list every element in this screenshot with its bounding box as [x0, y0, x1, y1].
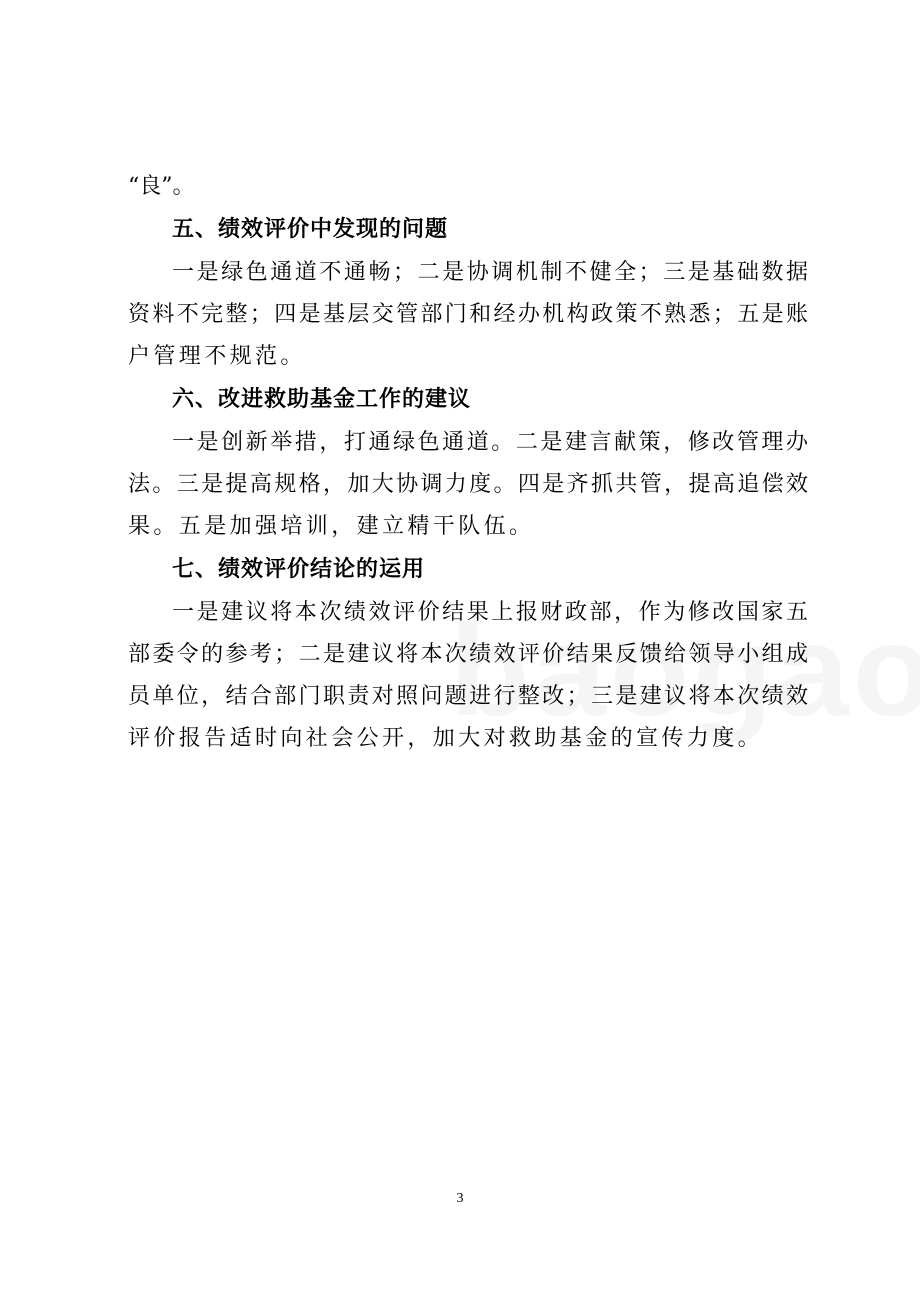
- page-number: 3: [456, 1191, 464, 1206]
- section-heading-6: 六、改进救助基金工作的建议: [172, 387, 472, 412]
- paragraph-line: 员单位，结合部门职责对照问题进行整改；三是建议将本次绩效: [128, 684, 808, 709]
- paragraph-line: 法。三是提高规格，加大协调力度。四是齐抓共管，提高追偿效: [128, 472, 808, 497]
- paragraph-line: 一是绿色通道不通畅；二是协调机制不健全；三是基础数据: [172, 260, 808, 285]
- paragraph-line: 评价报告适时向社会公开，加大对救助基金的宣传力度。: [128, 726, 764, 751]
- paragraph-line: 一是建议将本次绩效评价结果上报财政部，作为修改国家五: [172, 600, 808, 625]
- paragraph-line: 果。五是加强培训，建立精干队伍。: [128, 514, 535, 539]
- paragraph-line: 户管理不规范。: [128, 344, 306, 369]
- intro-line: “良”。: [128, 174, 195, 199]
- paragraph-line: 部委令的参考；二是建议将本次绩效评价结果反馈给领导小组成: [128, 642, 808, 667]
- section-heading-7: 七、绩效评价结论的运用: [172, 557, 426, 582]
- document-body: [128, 166, 808, 760]
- paragraph-line: 资料不完整；四是基层交管部门和经办机构政策不熟悉；五是账: [128, 302, 808, 327]
- section-heading-5: 五、绩效评价中发现的问题: [172, 217, 449, 242]
- paragraph-line: 一是创新举措，打通绿色通道。二是建言献策，修改管理办: [172, 430, 808, 455]
